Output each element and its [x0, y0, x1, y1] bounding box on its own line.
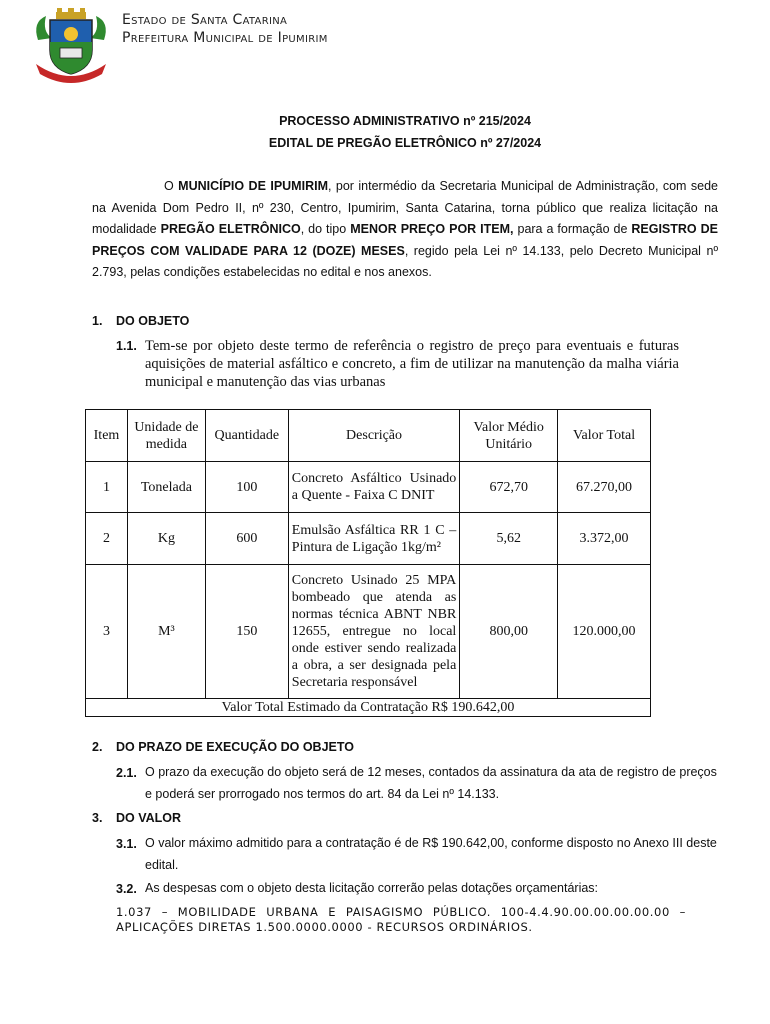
cell-valor-medio: 5,62 [460, 513, 558, 565]
process-title: PROCESSO ADMINISTRATIVO nº 215/2024 [279, 114, 531, 128]
item-3-1-number: 3.1. [116, 837, 137, 851]
items-table [85, 409, 651, 717]
item-3-2-text: As despesas com o objeto desta licitação correrão pelas dotações orçamentárias: [145, 881, 599, 895]
intro-text-1: O [164, 179, 179, 193]
section-3-heading [92, 811, 181, 825]
table-header-row [86, 410, 651, 462]
section-3-title: DO VALOR [116, 811, 182, 825]
cell-quantidade: 150 [205, 565, 288, 699]
edital-title: EDITAL DE PREGÃO ELETRÔNICO nº 27/2024 [268, 136, 542, 150]
section-3-number: 3. [92, 811, 103, 825]
cell-valor-total: 67.270,00 [558, 462, 651, 513]
intro-registro: REGISTRO DE PREÇOS COM VALIDADE PARA 12 (DOZE) MESES [92, 222, 718, 258]
cell-valor-medio: 800,00 [460, 565, 558, 699]
header-quantidade: Quantidade [205, 410, 288, 462]
section-2-title: DO PRAZO DE EXECUÇÃO DO OBJETO [116, 740, 354, 754]
item-3-1-text: O valor máximo admitido para a contratação é de R$ 190.642,00, conforme disposto no Anexo III deste edital. [145, 836, 717, 872]
cell-quantidade: 600 [205, 513, 288, 565]
cell-unidade: M³ [127, 565, 205, 699]
section-2-number: 2. [92, 740, 103, 754]
cell-item: 2 [86, 513, 128, 565]
letterhead-prefecture: Prefeitura Municipal de Ipumirim [122, 30, 328, 46]
cell-valor-medio: 672,70 [460, 462, 558, 513]
table-row [86, 513, 651, 565]
cell-valor-total: 3.372,00 [558, 513, 651, 565]
letterhead-state: Estado de Santa Catarina [122, 12, 288, 28]
table-row [86, 462, 651, 513]
cell-item: 3 [86, 565, 128, 699]
intro-text-3: , do tipo [300, 222, 351, 236]
section-1-title: DO OBJETO [116, 314, 190, 328]
intro-tipo: MENOR PREÇO POR ITEM, [350, 222, 514, 236]
cell-descricao: Concreto Asfáltico Usinado a Quente - Faixa C DNIT [288, 462, 460, 513]
header-unidade: Unidade de medida [127, 410, 205, 462]
item-1-1-number: 1.1. [116, 339, 137, 353]
header-descricao: Descrição [288, 410, 460, 462]
item-1-1-text: Tem-se por objeto deste termo de referência o registro de preço para eventuais e futuras aquisições de material asfáltico e concreto, a fim de utilizar na manutenção da malha viária municipal e manutenção das vias urbanas [145, 338, 679, 390]
cell-item: 1 [86, 462, 128, 513]
cell-unidade: Tonelada [127, 462, 205, 513]
table-footer-row [86, 699, 651, 717]
section-1-number: 1. [92, 314, 103, 328]
header-item: Item [86, 410, 128, 462]
header-valor-total: Valor Total [558, 410, 651, 462]
cell-valor-total: 120.000,00 [558, 565, 651, 699]
section-1-heading [92, 314, 189, 328]
intro-text-2: , por intermédio da Secretaria Municipal de Administração, com sede na Avenida Dom Pedro II, nº 230, Centro, Ipumirim, Santa Catarina, torna público que realiza licitação na modalidade [92, 179, 718, 236]
municipal-coat-of-arms [30, 8, 112, 84]
table-row [86, 565, 651, 699]
cell-quantidade: 100 [205, 462, 288, 513]
intro-modalidade: PREGÃO ELETRÔNICO [160, 222, 301, 236]
item-3-2-number: 3.2. [116, 882, 137, 896]
intro-municipio: MUNICÍPIO DE IPUMIRIM [178, 179, 328, 193]
section-2-heading [92, 740, 354, 754]
cell-descricao: Emulsão Asfáltica RR 1 C – Pintura de Ligação 1kg/m² [288, 513, 460, 565]
cell-unidade: Kg [127, 513, 205, 565]
table-total: Valor Total Estimado da Contratação R$ 190.642,00 [86, 699, 651, 717]
header-valor-medio: Valor Médio Unitário [460, 410, 558, 462]
intro-text-5: , regido pela Lei nº 14.133, pelo Decreto Municipal nº 2.793, pelas condições estabelecidas no edital e nos anexos. [92, 243, 719, 279]
intro-text-4: para a formação de [513, 222, 632, 236]
item-2-1-number: 2.1. [116, 766, 137, 780]
intro-paragraph [92, 176, 718, 284]
item-2-1-text: O prazo da execução do objeto será de 12 meses, contados da assinatura da ata de registro de preços e poderá ser prorrogado nos termos do art. 84 da Lei nº 14.133. [145, 765, 717, 801]
dotacao-orcamentaria: 1.037 – MOBILIDADE URBANA E PAISAGISMO PÚBLICO. 100-4.4.90.00.00.00.00.00 – APLICAÇÕES DIRETAS 1.500.0000.0000 - RECURSOS ORDINÁRIOS. [116, 905, 686, 934]
cell-descricao: Concreto Usinado 25 MPA bombeado que atenda as normas técnica ABNT NBR 12655, entregue no local onde estiver sendo realizada a obra, a ser designada pela Secretaria responsável [288, 565, 460, 699]
